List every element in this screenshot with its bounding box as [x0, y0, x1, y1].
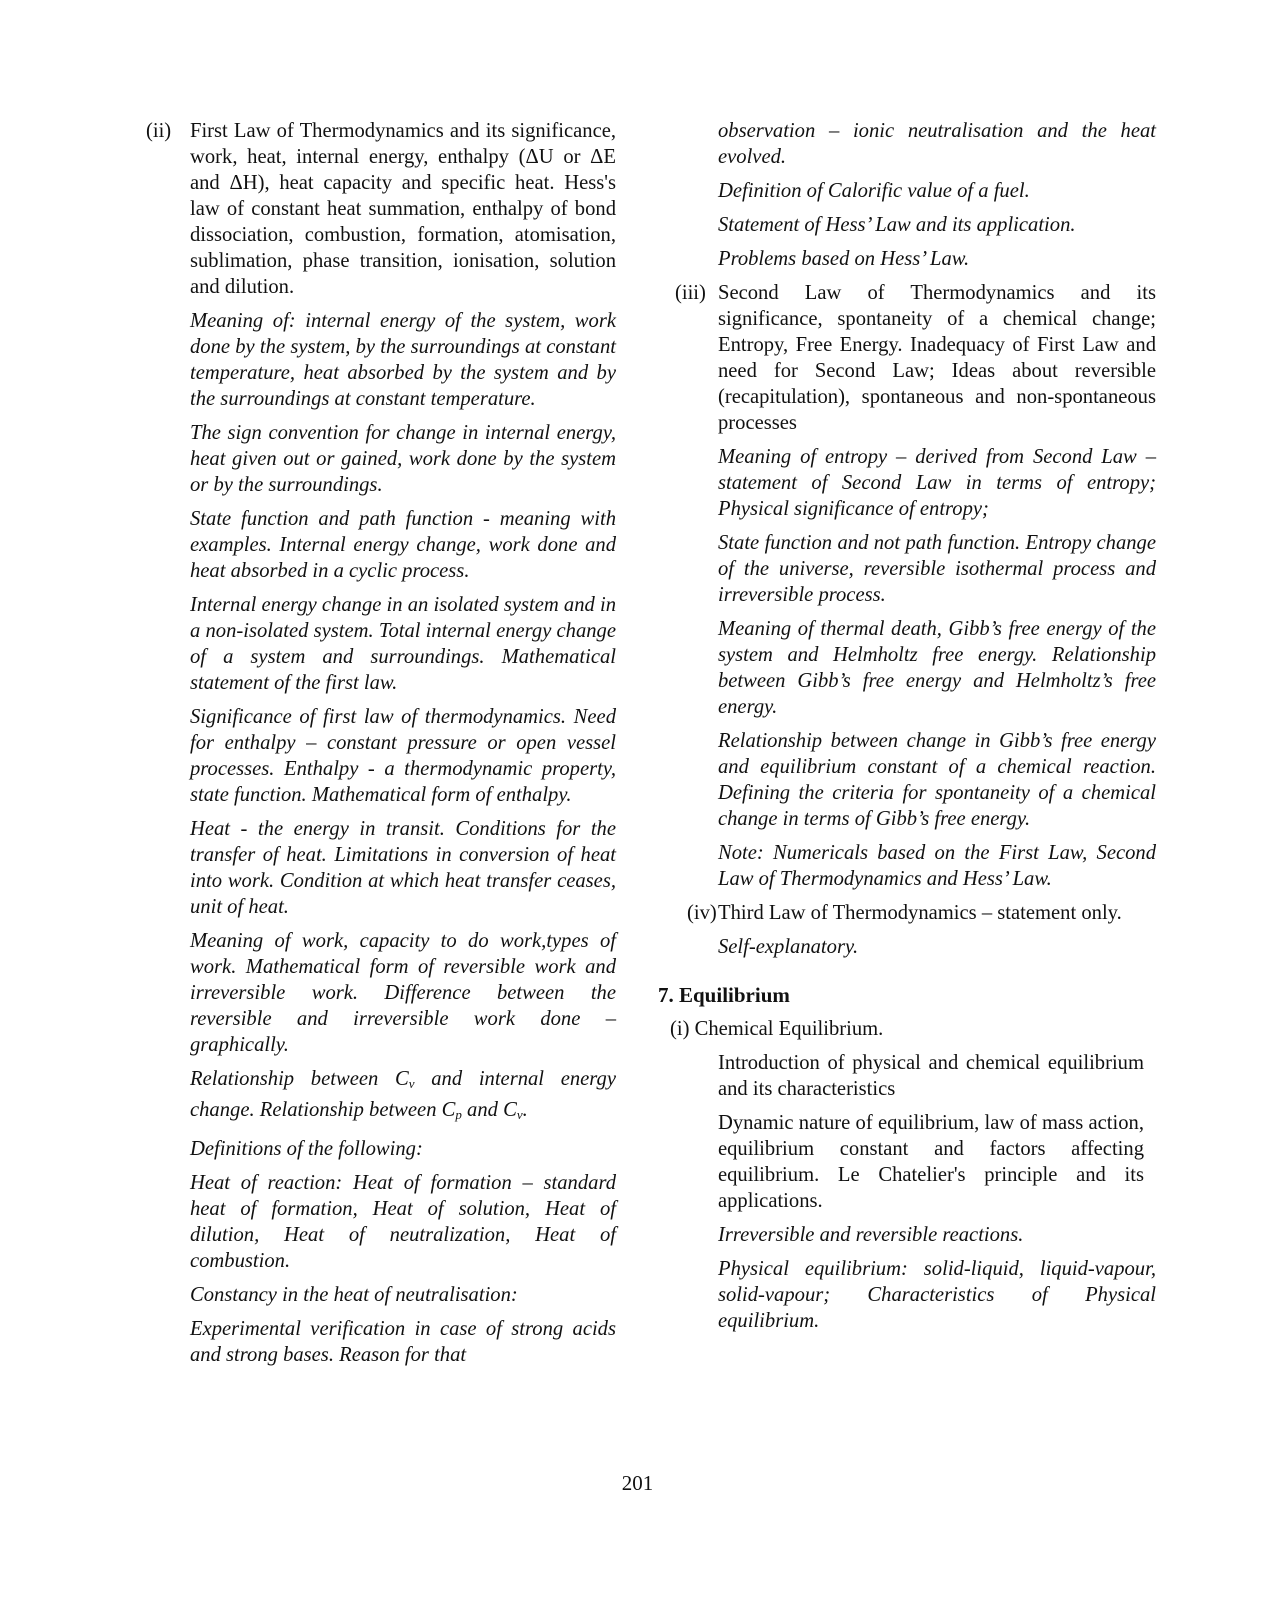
item-ii-label: (ii): [146, 120, 172, 142]
item-iii-text: Second Law of Thermodynamics and its significance, spontaneity of a chemical change; Entropy, Free Energy. Inadequacy of First Law and need for Second Law; Ideas about reversible (recapitulation), spontaneous and non-spontaneous processes: [718, 282, 1156, 434]
item-iii-label: (iii): [675, 282, 706, 304]
iii-detail: State function and not path function. Entropy change of the universe, reversible isothermal process and irreversible process.: [718, 532, 1156, 606]
left-paragraph: Heat - the energy in transit. Conditions for the transfer of heat. Limitations in conversion of heat into work. Condition at which heat transfer ceases, unit of heat.: [190, 818, 616, 918]
item-iv-text: Third Law of Thermodynamics – statement only.: [718, 902, 1122, 924]
cv-text-2: and internal energy change. Relationship between C: [190, 1068, 616, 1121]
iii-detail: Relationship between change in Gibb’s free energy and equilibrium constant of a chemical reaction. Defining the criteria for spontaneity of a chemical change in terms of Gibb’s free energy.: [718, 730, 1156, 830]
left-paragraph: Constancy in the heat of neutralisation:: [190, 1284, 518, 1306]
item-ii: [146, 118, 616, 300]
section-7-sub-i: (i) Chemical Equilibrium.: [670, 1018, 884, 1040]
iv-detail: Self-explanatory.: [718, 936, 859, 958]
iii-note: Note: Numericals based on the First Law, Second Law of Thermodynamics and Hess’ Law.: [718, 842, 1156, 890]
left-paragraph: Internal energy change in an isolated system and in a non-isolated system. Total internal energy change of a system and surroundings. Mathematical statement of the first law.: [190, 594, 616, 694]
right-continuation: observation – ionic neutralisation and the heat evolved.: [718, 120, 1156, 168]
left-paragraph: Significance of first law of thermodynamics. Need for enthalpy – constant pressure or open vessel processes. Enthalpy - a thermodynamic property, state function. Mathematical form of enthalpy.: [190, 706, 616, 806]
item-iii: [675, 280, 1156, 436]
left-paragraph: State function and path function - meaning with examples. Internal energy change, work done and heat absorbed in a cyclic process.: [190, 508, 616, 582]
left-paragraph: Heat of reaction: Heat of formation – standard heat of formation, Heat of solution, Heat of dilution, Heat of neutralization, Heat of combustion.: [190, 1172, 616, 1272]
cv-text-3: and C: [461, 1099, 517, 1121]
right-continuation: Problems based on Hess’ Law.: [718, 248, 970, 270]
item-ii-text: First Law of Thermodynamics and its significance, work, heat, internal energy, enthalpy (ΔU or ΔE and ΔH), heat capacity and specific heat. Hess's law of constant heat summation, enthalpy of bond dissociation, combustion, formation, atomisation, sublimation, phase transition, ionisation, solution and dilution.: [190, 120, 616, 298]
cv-cp-relationship: [190, 1066, 616, 1128]
right-continuation: Statement of Hess’ Law and its application.: [718, 214, 1076, 236]
equilibrium-paragraph: Introduction of physical and chemical equilibrium and its characteristics: [718, 1052, 1144, 1100]
cv-sub-2: p: [455, 1107, 462, 1122]
page-number: 201: [621, 1471, 654, 1495]
iii-detail: Meaning of entropy – derived from Second Law – statement of Second Law in terms of entropy; Physical significance of entropy;: [718, 446, 1156, 520]
cv-text-4: .: [522, 1099, 528, 1121]
item-iv-label: (iv): [687, 902, 717, 924]
cv-text-1: Relationship between C: [190, 1068, 409, 1090]
right-column: [658, 118, 1156, 1342]
left-paragraph: Meaning of work, capacity to do work,types of work. Mathematical form of reversible work and irreversible work. Difference between the reversible and irreversible work done – graphically.: [190, 930, 616, 1056]
right-continuation: Definition of Calorific value of a fuel.: [718, 180, 1030, 202]
equilibrium-italic: Irreversible and reversible reactions.: [718, 1224, 1024, 1246]
cv-sub-3: v: [516, 1107, 523, 1122]
left-paragraph: Definitions of the following:: [190, 1138, 423, 1160]
iii-detail: Meaning of thermal death, Gibb’s free energy of the system and Helmholtz free energy. Relationship between Gibb’s free energy and Helmholtz’s free energy.: [718, 618, 1156, 718]
left-paragraph: Meaning of: internal energy of the system, work done by the system, by the surroundings at constant temperature, heat absorbed by the system and by the surroundings at constant temperature.: [190, 310, 616, 410]
item-iv: [687, 900, 1156, 926]
left-paragraph: Experimental verification in case of strong acids and strong bases. Reason for that: [190, 1318, 616, 1366]
section-7-heading: 7. Equilibrium: [658, 983, 790, 1007]
left-paragraph: The sign convention for change in internal energy, heat given out or gained, work done by the system or by the surroundings.: [190, 422, 616, 496]
equilibrium-paragraph: Dynamic nature of equilibrium, law of mass action, equilibrium constant and factors affecting equilibrium. Le Chatelier's principle and its applications.: [718, 1112, 1144, 1212]
cv-sub-1: v: [408, 1076, 415, 1091]
left-column: [146, 118, 616, 1376]
equilibrium-italic: Physical equilibrium: solid-liquid, liquid-vapour, solid-vapour; Characteristics of Physical equilibrium.: [718, 1258, 1156, 1332]
